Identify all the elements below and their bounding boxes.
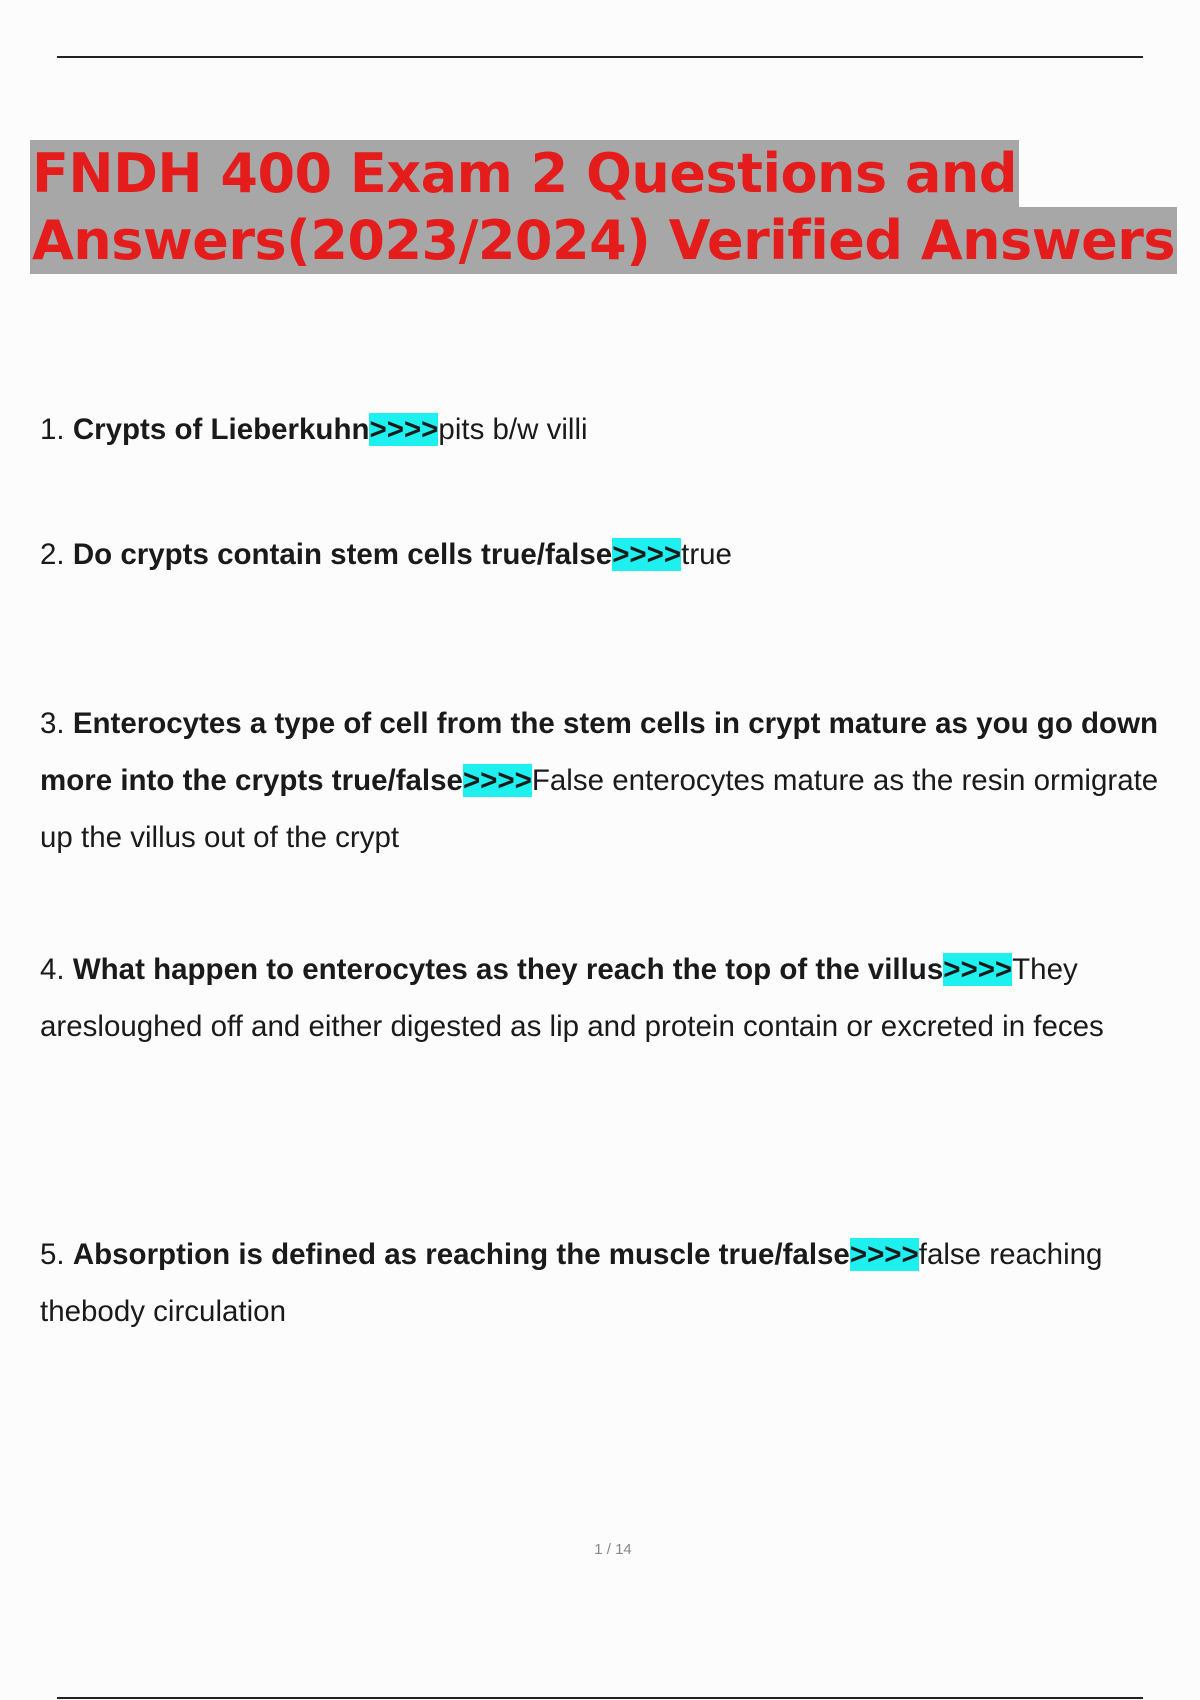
question-text: Absorption is defined as reaching the muscle true/false (72, 1238, 850, 1271)
document-title (30, 140, 1177, 274)
item-number: 1. (40, 413, 65, 446)
item-number: 3. (40, 707, 65, 740)
qa-item (40, 526, 1170, 583)
qa-item (40, 941, 1170, 1055)
item-number: 5. (40, 1238, 65, 1271)
title-line-2: Answers(2023/2024) Verified Answers (32, 209, 1175, 272)
answer-separator: >>>> (369, 413, 439, 446)
question-text: Enterocytes a type of cell from the stem cells in crypt mature as you go down more into the crypts true/false (40, 707, 1159, 797)
qa-item (40, 695, 1170, 866)
question-text: Do crypts contain stem cells true/false (72, 538, 613, 571)
page-indicator: 1 / 14 (594, 1541, 632, 1558)
answer-separator: >>>> (943, 953, 1013, 986)
answer-text: true (681, 538, 732, 571)
answer-text: They aresloughed off and either digested as lip and protein contain or excreted in feces (40, 953, 1104, 1043)
question-text: What happen to enterocytes as they reach the top of the villus (72, 953, 944, 986)
answer-separator: >>>> (612, 538, 682, 571)
answer-separator: >>>> (849, 1238, 919, 1271)
answer-text: pits b/w villi (438, 413, 588, 446)
answer-text: False enterocytes mature as the resin ormigrate up the villus out of the crypt (40, 764, 1159, 854)
answer-separator: >>>> (462, 764, 532, 797)
answer-text: false reaching thebody circulation (40, 1238, 1103, 1328)
title-line-1: FNDH 400 Exam 2 Questions and (32, 142, 1017, 205)
item-number: 2. (40, 538, 65, 571)
question-text: Crypts of Lieberkuhn (72, 413, 370, 446)
item-number: 4. (40, 953, 65, 986)
footer-rule (57, 1697, 1143, 1699)
qa-item (40, 401, 1170, 458)
header-rule (57, 56, 1143, 58)
qa-item (40, 1226, 1170, 1340)
